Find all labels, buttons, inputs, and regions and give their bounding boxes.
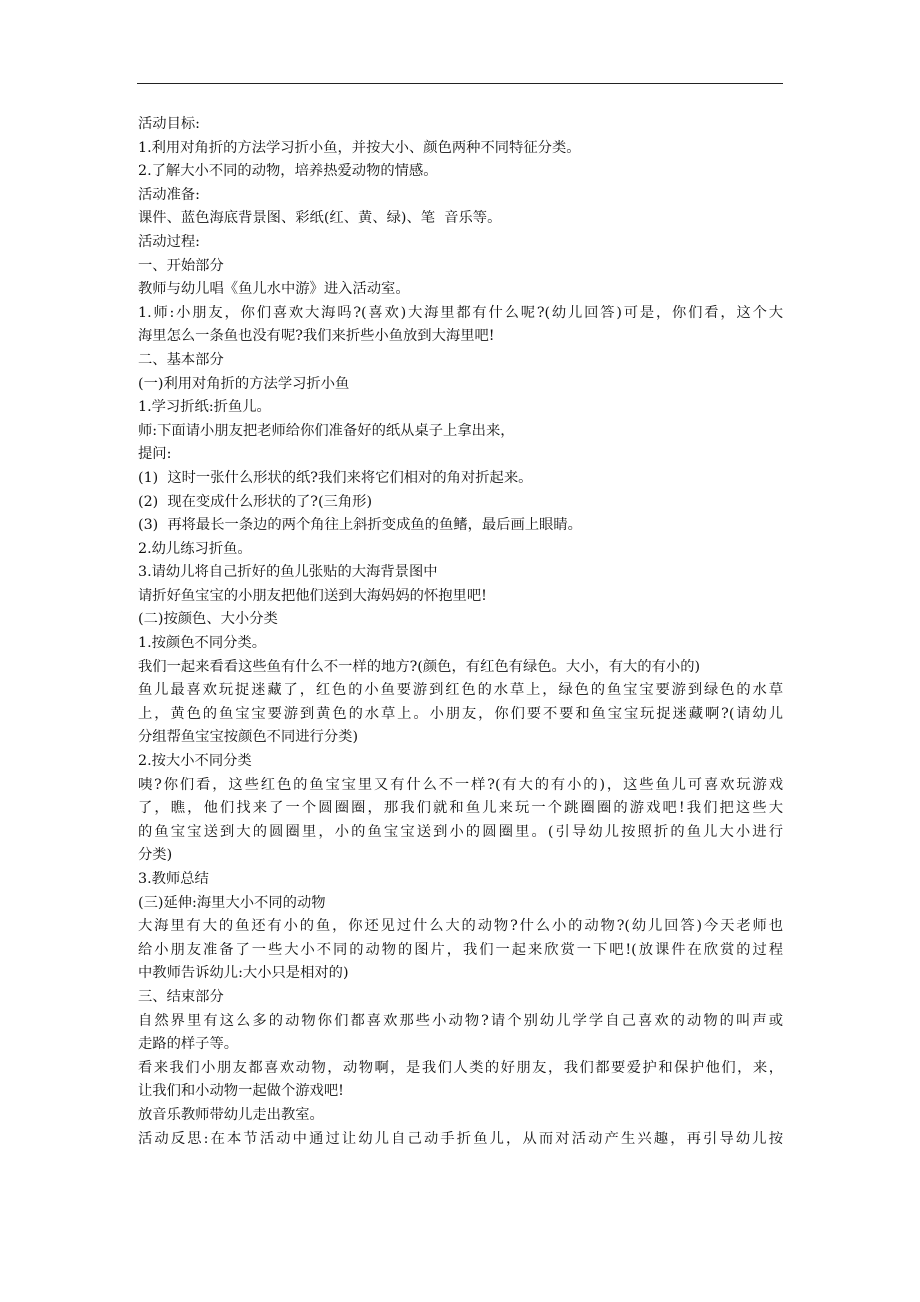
text-line: 教师与幼儿唱《鱼儿水中游》进入活动室。 [138, 281, 410, 298]
text-line: 活动过程: [138, 233, 201, 250]
text-line: 请折好鱼宝宝的小朋友把他们送到大海妈妈的怀抱里吧! [138, 587, 487, 604]
text-line: 了，瞧，他们找来了一个圆圈圈，那我们就和鱼儿来玩一个跳圈圈的游戏吧!我们把这些大 [138, 800, 783, 817]
text-line: 让我们和小动物一起做个游戏吧! [138, 1083, 344, 1100]
text-line: 给小朋友准备了一些大小不同的动物的图片，我们一起来欣赏一下吧!(放课件在欣赏的过程 [138, 941, 783, 958]
text-line: 大海里有大的鱼还有小的鱼，你还见过什么大的动物?什么小的动物?(幼儿回答)今天老师也 [138, 918, 783, 935]
text-line: 分类) [138, 847, 173, 864]
text-line: 师:下面请小朋友把老师给你们准备好的纸从桌子上拿出来， [138, 422, 515, 439]
text-line: 中教师告诉幼儿:大小只是相对的) [138, 965, 349, 982]
text-line: 自然界里有这么多的动物你们都喜欢那些小动物?请个别幼儿学学自己喜欢的动物的叫声或 [138, 1012, 783, 1029]
text-line: 二、基本部分 [138, 351, 224, 368]
text-line: 走路的样子等。 [138, 1036, 239, 1053]
document-body [138, 113, 783, 1151]
text-line: 1.按颜色不同分类。 [138, 635, 267, 652]
text-line: (1) 这时一张什么形状的纸?我们来将它们相对的角对折起来。 [138, 469, 533, 486]
text-line: (三)延伸:海里大小不同的动物 [138, 894, 326, 911]
text-line: 海里怎么一条鱼也没有呢?我们来折些小鱼放到大海里吧! [138, 328, 495, 345]
text-line: 咦?你们看，这些红色的鱼宝宝里又有什么不一样?(有大的有小的)，这些鱼儿可喜欢玩游戏 [138, 776, 783, 793]
text-line: 看来我们小朋友都喜欢动物，动物啊，是我们人类的好朋友，我们都要爱护和保护他们，来， [138, 1059, 783, 1076]
text-line: 课件、蓝色海底背景图、彩纸(红、黄、绿)、笔 音乐等。 [138, 210, 502, 227]
text-line: 我们一起来看看这些鱼有什么不一样的地方?(颜色，有红色有绿色。大小，有大的有小的) [138, 658, 701, 675]
text-line: (3) 再将最长一条边的两个角往上斜折变成鱼的鱼鳍，最后画上眼睛。 [138, 517, 582, 534]
text-line: 活动准备: [138, 186, 201, 203]
text-line: 上，黄色的鱼宝宝要游到黄色的水草上。小朋友，你们要不要和鱼宝宝玩捉迷藏啊?(请幼儿 [138, 705, 783, 722]
text-line: 2.了解大小不同的动物，培养热爱动物的情感。 [138, 163, 438, 180]
text-line: 1.学习折纸:折鱼儿。 [138, 399, 271, 416]
text-line: 1.师:小朋友，你们喜欢大海吗?(喜欢)大海里都有什么呢?(幼儿回答)可是，你们看，这个大 [138, 304, 783, 321]
text-line: (二)按颜色、大小分类 [138, 611, 278, 628]
text-line: 的鱼宝宝送到大的圆圈里，小的鱼宝宝送到小的圆圈里。(引导幼儿按照折的鱼儿大小进行 [138, 823, 783, 840]
text-line: (一)利用对角折的方法学习折小鱼 [138, 375, 350, 392]
text-line: 活动目标: [138, 116, 201, 132]
text-line: 鱼儿最喜欢玩捉迷藏了，红色的小鱼要游到红色的水草上，绿色的鱼宝宝要游到绿色的水草 [138, 682, 783, 699]
text-line: 2.按大小不同分类 [138, 753, 252, 770]
text-line: 放音乐教师带幼儿走出教室。 [138, 1106, 324, 1123]
text-line: 2.幼儿练习折鱼。 [138, 540, 252, 557]
text-line: 一、开始部分 [138, 257, 224, 274]
text-line: (2) 现在变成什么形状的了?(三角形) [138, 493, 373, 510]
text-line: 3.请幼儿将自己折好的鱼儿张贴的大海背景图中 [138, 564, 438, 581]
text-line: 1.利用对角折的方法学习折小鱼，并按大小、颜色两种不同特征分类。 [138, 139, 581, 156]
text-line: 三、结束部分 [138, 988, 224, 1005]
text-line: 提问: [138, 446, 172, 463]
text-line: 3.教师总结 [138, 871, 209, 887]
text-line: 分组帮鱼宝宝按颜色不同进行分类) [138, 729, 359, 746]
header-rule [137, 83, 783, 84]
text-line: 活动反思:在本节活动中通过让幼儿自己动手折鱼儿，从而对活动产生兴趣，再引导幼儿按 [138, 1130, 783, 1147]
